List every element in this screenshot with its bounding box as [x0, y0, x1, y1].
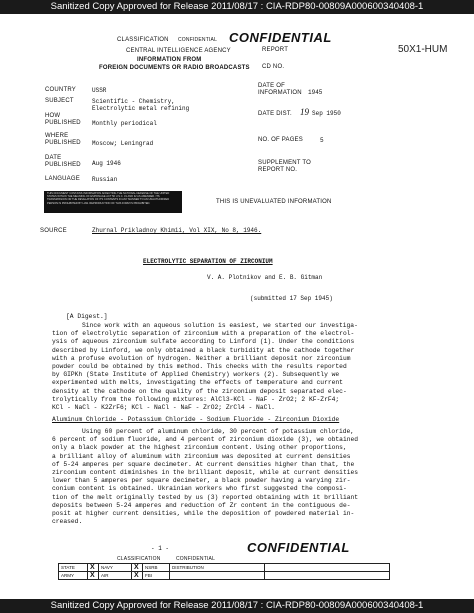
dist-cell: STATE	[59, 564, 88, 572]
para-line: tion of electrolytic separation of zirconium with a preparation of the electrol-	[52, 330, 355, 338]
para-line: posit at higher current densities, while the deposition of powdered material in-	[52, 510, 355, 518]
date-of-info-value: 1945	[308, 89, 323, 96]
dist-cell: FBI	[143, 572, 170, 580]
date-dist-day: 19	[300, 107, 309, 117]
dist-cell: DISTRIBUTION	[170, 564, 265, 572]
footer-classification-label: CLASSIFICATION	[117, 556, 161, 562]
digest-text: A Digest.	[69, 313, 104, 320]
field-label-country: COUNTRY	[45, 87, 76, 93]
date-dist-value: Sep 1950	[312, 110, 341, 117]
dist-check: X	[132, 572, 143, 580]
distribution-row	[59, 572, 390, 580]
page-number: - 1 -	[151, 545, 170, 552]
para-line: deposits between 5-24 amperes and reduction of Zr content in the contiguous de-	[52, 501, 351, 509]
field-label-where-published: WHERE PUBLISHED	[45, 133, 81, 146]
foreign-docs-label: FOREIGN DOCUMENTS OR RADIO BROADCASTS	[99, 65, 250, 71]
date-dist-label: DATE DIST.	[258, 111, 292, 117]
para-line: zirconium content diminishes in the brilliant deposit, while at current densities	[52, 469, 359, 477]
dist-cell: NAVY	[99, 564, 132, 572]
unevaluated-notice: THIS IS UNEVALUATED INFORMATION	[216, 199, 332, 205]
digest-label: [A Digest.]	[66, 313, 108, 320]
date-of-info-label: DATE OF INFORMATION	[258, 83, 302, 96]
cd-number-label: CD NO.	[262, 64, 285, 70]
para-line: only a black powder at the highest zirconium content. Using other proportions,	[52, 444, 347, 452]
classification-label: CLASSIFICATION	[117, 37, 169, 43]
report-label: REPORT	[262, 47, 289, 53]
para-line: conium content is obtained. Ukrainian workers who first suggested the composi-	[52, 485, 347, 493]
supplement-label: SUPPLEMENT TO REPORT NO.	[258, 160, 311, 173]
para-line: ysis of aqueous zirconium sulfate according to Linford (1). Under the conditions	[52, 338, 355, 346]
field-value-date-published: Aug 1946	[92, 160, 121, 167]
field-value-country: USSR	[92, 87, 107, 94]
source-value: Zhurnal Prikladnoy Khimii, Vol XIX, No 8, 1946.	[92, 227, 262, 234]
pages-label: NO. OF PAGES	[258, 137, 303, 143]
para-line: Using 60 percent of aluminum chloride, 30 percent of potassium chloride,	[82, 428, 355, 435]
para-line: tion of the melt originally tested by us (3) reported obtaining with it brilliant	[52, 493, 359, 501]
para-line: creased.	[52, 518, 83, 526]
dist-check: X	[132, 564, 143, 572]
info-from-label: INFORMATION FROM	[137, 57, 202, 63]
dist-cell: ARMY	[59, 572, 88, 580]
release-banner-top: Sanitized Copy Approved for Release 2011/08/17 : CIA-RDP80-00809A000600340408-1	[0, 0, 474, 14]
espionage-notice-box	[44, 191, 182, 213]
article-authors: V. A. Plotnikov and E. B. Gitman	[207, 274, 323, 281]
paragraph-2	[52, 428, 358, 526]
para-line: trolytically from the following mixtures: AlCl3-KCl - NaF - ZrO2; 2 KF-ZrF4;	[52, 395, 340, 403]
release-banner-bottom: Sanitized Copy Approved for Release 2011/08/17 : CIA-RDP80-00809A000600340408-1	[0, 599, 474, 613]
field-value-where-published: Moscow; Leningrad	[92, 140, 154, 147]
field-value-how-published: Monthly periodical	[92, 120, 157, 127]
para-line: with a profuse evolution of hydrogen. Neither a brilliant deposit nor zirconium	[52, 354, 351, 362]
para-line: Since work with an aqueous solution is easiest, we started our investiga-	[82, 322, 358, 329]
espionage-notice-text: THIS DOCUMENT CONTAINS INFORMATION AFFECTING THE NATIONAL DEFENSE OF THE UNITED STATES WITHIN THE MEANING OF ESPIONAGE ACT 50 U.S.C. 31 AND 32 AS AMENDED. ITS TRANSMISSION OR THE REVELATION OF ITS CONTENTS IN ANY MANNER TO AN UNAUTHORIZED PERSON IS PROHIBITED BY LAW. REPRODUCTION OF THIS FORM IS PROHIBITED.	[47, 192, 170, 205]
distribution-table	[58, 563, 390, 580]
field-value-subject: Scientific - Chemistry, Electrolytic metal refining	[92, 98, 190, 112]
classification-value: CONFIDENTIAL	[178, 37, 218, 43]
para-line: lower than 5 amperes per square decimeter, a black powder having a varying zir-	[52, 477, 351, 485]
dist-cell: NSRB	[143, 564, 170, 572]
side-classification-code: 50X1-HUM	[398, 44, 448, 55]
dist-cell	[265, 564, 390, 572]
field-label-language: LANGUAGE	[45, 176, 80, 182]
source-label: SOURCE	[40, 228, 67, 234]
distribution-row	[59, 564, 390, 572]
submitted-date: (submitted 17 Sep 1945)	[250, 295, 333, 302]
footer-confidential-stamp: CONFIDENTIAL	[247, 540, 350, 555]
dist-check: X	[88, 572, 99, 580]
agency-name: CENTRAL INTELLIGENCE AGENCY	[126, 48, 231, 54]
para-line: 6 percent of sodium fluoride, and 4 percent of zirconium dioxide (3), we obtained	[52, 436, 359, 444]
para-line: a brilliant alloy of aluminum with zirconium was deposited at current densities	[52, 452, 351, 460]
pages-value: 5	[320, 137, 324, 144]
para-line: experimented with melts, investigating the effects of temperature and current	[52, 379, 343, 387]
field-label-date-published: DATE PUBLISHED	[45, 155, 81, 168]
dist-cell	[170, 572, 265, 580]
classification-stamp: CONFIDENTIAL	[229, 30, 332, 45]
para-line: powder could be obtained by this method. This checks with the results reported	[52, 363, 347, 371]
footer-classification-value: CONFIDENTIAL	[176, 556, 216, 562]
paragraph-1	[52, 322, 358, 412]
article-title: ELECTROLYTIC SEPARATION OF ZIRCONIUM	[143, 258, 273, 265]
dist-check: X	[88, 564, 99, 572]
para-line: density at the cathode on the quality of the zirconium deposit separated elec-	[52, 387, 347, 395]
dist-cell: AIR	[99, 572, 132, 580]
para-line: KCl - NaCl - K2ZrF6; KCl - NaCl - NaF - ZrO2; ZrCl4 - NaCl.	[52, 404, 275, 412]
section-heading: Aluminum Chloride - Potassium Chloride - Sodium Fluoride - Zirconium Dioxide	[52, 416, 340, 423]
field-label-how-published: HOW PUBLISHED	[45, 113, 81, 126]
para-line: by GIPKh (State Institute of Applied Chemistry) workers (2). Subsequently we	[52, 371, 340, 379]
field-value-language: Russian	[92, 176, 118, 183]
field-label-subject: SUBJECT	[45, 98, 74, 104]
dist-cell	[265, 572, 390, 580]
para-line: described by Linford, we only obtained a black turbidity at the cathode together	[52, 346, 355, 354]
para-line: of 5-24 amperes per square decimeter. At current densities higher than that, the	[52, 460, 355, 468]
